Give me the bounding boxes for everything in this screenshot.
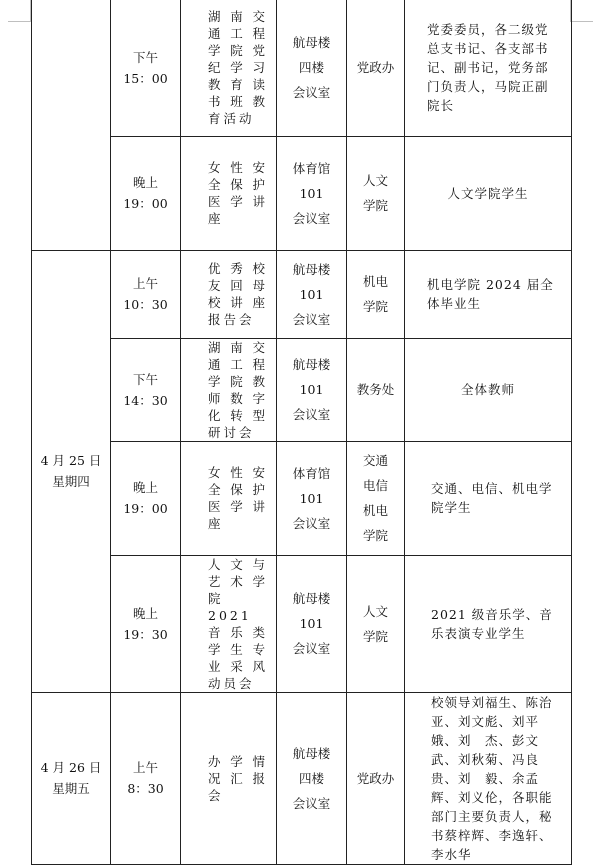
organizer-cell: 人文 学院 <box>347 555 405 692</box>
crop-mark-left-h <box>8 21 30 22</box>
audience-cell: 人文学院学生 <box>405 136 572 250</box>
audience-cell: 2021 级音乐学、音乐表演专业学生 <box>405 555 572 692</box>
date-cell <box>32 0 111 250</box>
table-row <box>32 0 572 136</box>
table-row <box>32 338 572 441</box>
organizer-cell: 机电 学院 <box>347 250 405 338</box>
location-cell: 航母楼 101 会议室 <box>277 555 347 692</box>
organizer-cell: 党政办 <box>347 692 405 864</box>
audience-cell: 党委委员，各二级党总支书记、各支部书记、副书记，党务部门负责人，马院正副院长 <box>405 0 572 136</box>
organizer-cell: 人文 学院 <box>347 136 405 250</box>
table-row <box>32 441 572 555</box>
organizer-cell: 教务处 <box>347 338 405 441</box>
topic-cell: 人文与艺术学院 2021 音乐类学生专业采风动员会 <box>181 555 277 692</box>
date-cell: 4 月 26 日 星期五 <box>32 692 111 864</box>
location-cell: 体育馆 101 会议室 <box>277 136 347 250</box>
time-cell: 晚上 19：00 <box>111 136 181 250</box>
time-cell: 晚上 19：30 <box>111 555 181 692</box>
table-row <box>32 250 572 338</box>
time-cell: 晚上 19：00 <box>111 441 181 555</box>
schedule-table <box>31 0 572 865</box>
topic-cell: 办学情况汇报会 <box>181 692 277 864</box>
table-row <box>32 136 572 250</box>
date-cell: 4 月 25 日 星期四 <box>32 250 111 692</box>
location-cell: 航母楼 四楼 会议室 <box>277 0 347 136</box>
audience-cell: 校领导刘福生、陈治亚、刘文彪、刘平娥、刘 杰、彭文武、刘秋菊、冯良贵、刘 毅、余孟辉、刘义伦，各职能部门主要负责人，秘书蔡梓辉、李逸轩、李水华 <box>405 692 572 864</box>
topic-cell: 湖南交通工程学院教师数字化转型研讨会 <box>181 338 277 441</box>
location-cell: 航母楼 四楼 会议室 <box>277 692 347 864</box>
location-cell: 航母楼 101 会议室 <box>277 338 347 441</box>
location-cell: 体育馆 101 会议室 <box>277 441 347 555</box>
audience-cell: 全体教师 <box>405 338 572 441</box>
time-cell: 上午 8：30 <box>111 692 181 864</box>
location-cell: 航母楼 101 会议室 <box>277 250 347 338</box>
time-cell: 上午 10：30 <box>111 250 181 338</box>
topic-cell: 湖南交通工程学院党纪学习教育读书班教育活动 <box>181 0 277 136</box>
time-cell: 下午 15：00 <box>111 0 181 136</box>
topic-cell: 优秀校友回母校讲座报告会 <box>181 250 277 338</box>
audience-cell: 交通、电信、机电学院学生 <box>405 441 572 555</box>
time-cell: 下午 14：30 <box>111 338 181 441</box>
topic-cell: 女性安全保护医学讲座 <box>181 136 277 250</box>
organizer-cell: 党政办 <box>347 0 405 136</box>
table-row <box>32 555 572 692</box>
crop-mark-right-h <box>571 21 593 22</box>
audience-cell: 机电学院 2024 届全体毕业生 <box>405 250 572 338</box>
table-row <box>32 692 572 864</box>
organizer-cell: 交通 电信 机电 学院 <box>347 441 405 555</box>
topic-cell: 女性安全保护医学讲座 <box>181 441 277 555</box>
